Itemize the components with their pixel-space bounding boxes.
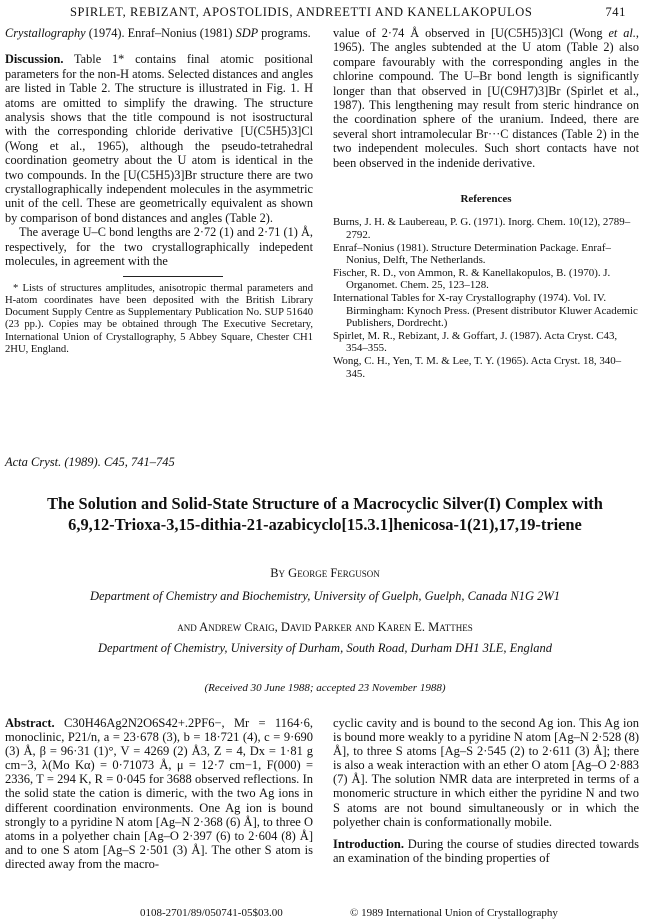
byline-first-author: By George Ferguson: [270, 566, 380, 580]
reference-item: Burns, J. H. & Laubereau, P. G. (1971). Inorg. Chem. 10(12), 2789–2792.: [333, 216, 631, 242]
continued-paragraph: value of 2·74 Å observed in [U(C5H5)3]Cl (Wong et al., 1965). The angles subtended at the U atom (Table 2) also compare favourably with the corresponding angles in the chlorine compound. The U–Br bond length is significantly longer than that observed in [U(C9H7)3]Br (Spirlet et al., 1987). This lengthening may result from steric hindrance on the coordination sphere of the uranium. Indeed, there are several short intramolecular Br···C distances (Table 2) in the two independent molecules. Such short contacts have not been observed in the indenide derivative.: [333, 26, 639, 170]
abstract-heading: Abstract.: [5, 716, 55, 730]
running-head-authors: SPIRLET, REBIZANT, APOSTOLIDIS, ANDREETTI AND KANELLAKOPULOS: [70, 5, 533, 19]
title-line-2: 6,9,12-Trioxa-3,15-dithia-21-azabicyclo[15.3.1]henicosa-1(21),17,19-triene: [68, 515, 582, 534]
reference-item: Spirlet, M. R., Rebizant, J. & Goffart, J. (1987). Acta Cryst. C43, 354–355.: [333, 329, 618, 355]
discussion-paragraph: Discussion. Table 1* contains final atomic positional parameters for the non-H atoms. Selected distances and angles are listed in Table 2. The structure is illustrated in Fig. 1. H atoms are omitted to simplify the drawing. The structure analysis shows that the title compound is not isostructural with the corresponding chloride derivative [U(C5H5)3]Cl (Wong et al., 1965), although the pseudo-tetrahedral coordination geometry about the U atom is identical in the two compounds. In the [U(C5H5)3]Br structure there are two crystallographically independent molecules in the asymmetric unit of the cell. These are geometrically equivalent as shown by comparison of bond distances and angles (Table 2).: [5, 52, 313, 225]
references-heading: References: [460, 193, 512, 206]
article-title: [8, 493, 642, 535]
introduction-heading: Introduction.: [333, 836, 404, 851]
left-column: [5, 26, 313, 356]
footnote: * Lists of structures amplitudes, anisotropic thermal parameters and H-atom coordinates have been deposited with the British Library Document Supply Centre as Supplementary Publication No. SUP 51640 (23 pp.). Copies may be obtained through The Executive Secretary, International Union of Crystallography, 5 Abbey Square, Chester CH1 2HU, England.: [5, 282, 313, 355]
abstract-right: [333, 716, 639, 865]
affiliation-durham: Department of Chemistry, University of Durham, South Road, Durham DH1 3LE, England: [97, 641, 553, 655]
abstract-text: C30H46Ag2N2O6S42+.2PF6−, Mr = 1164·6, monoclinic, P21/n, a = 23·678 (3), b = 18·721 (4), c = 9·690 (3) Å, β = 96·31 (1)°, V = 4269 (2) Å3, Z = 4, Dx = 1·81 g cm−3, λ(Mo Kα) = 0·71073 Å, μ = 12·7 cm−1, F(000) = 2336, T = 294 K, R = 0·045 for 3688 observed reflections. In the solid state the cation is dimeric, with the two Ag ions in different coordination environments. One Ag ion is bound strongly to a pyridine N atom [Ag–N 2·368 (6) Å], to three O atoms in a polyether chain [Ag–O 2·397 (6) to 2·604 (8) Å] and to one S atom [Ag–S 2·501 (3) Å]. The other S atom is directed away from the macro-: [5, 716, 313, 871]
reference-list: [333, 216, 639, 380]
page-number: 741: [605, 5, 626, 19]
discussion-heading: Discussion.: [5, 52, 64, 67]
reference-item: Enraf–Nonius (1981). Structure Determination Package. Enraf–Nonius, Delft, The Netherlands.: [333, 241, 611, 267]
footer-copyright: © 1989 International Union of Crystallography: [350, 907, 558, 919]
title-line-1: The Solution and Solid-State Structure of a Macrocyclic Silver(I) Complex with: [47, 494, 603, 513]
reference-item: International Tables for X-ray Crystallography (1974). Vol. IV. Birmingham: Kynoch Press. (Present distributor Kluwer Academic Publishers, Dordrecht.): [333, 292, 638, 330]
right-column: [333, 26, 639, 380]
footnote-rule: [123, 276, 223, 277]
bond-length-paragraph: The average U–C bond lengths are 2·72 (1) and 2·71 (1) Å, respectively, for the two crystallographically indepedent molecules, in agreement with the: [5, 225, 313, 269]
abstract-left: [5, 716, 313, 871]
reference-item: Fischer, R. D., von Ammon, R. & Kanellakopulos, B. (1970). J. Organomet. Chem. 25, 123–128.: [333, 266, 611, 292]
footer-code: 0108-2701/89/050741-05$03.00: [140, 907, 283, 919]
byline-coauthors: and Andrew Craig, David Parker and Karen E. Matthes: [177, 620, 473, 634]
affiliation-guelph: Department of Chemistry and Biochemistry, University of Guelph, Guelph, Canada N1G 2W1: [89, 589, 561, 603]
received-dates: (Received 30 June 1988; accepted 23 November 1988): [204, 682, 446, 694]
continuation-paragraph: Crystallography (1974). Enraf–Nonius (1981) SDP programs.: [5, 26, 311, 40]
abstract-continued: cyclic cavity and is bound to the second Ag ion. This Ag ion is bound more weakly to a pyridine N atom [Ag–N 2·528 (8) Å], to three S atoms [Ag–S 2·545 (2) to 2·611 (3) Å]; there is also a weak interaction with an ether O atom [Ag–O 2·883 (7) Å]. The solution NMR data are interpreted in terms of a monomeric structure in which either the pyridine N and two S atoms are not bound simultaneously or in which the polyether chain is conformationally mobile.: [333, 716, 639, 829]
reference-item: Wong, C. H., Yen, T. M. & Lee, T. Y. (1965). Acta Cryst. 18, 340–345.: [333, 355, 622, 380]
journal-citation: Acta Cryst. (1989). C45, 741–745: [5, 455, 175, 469]
introduction-paragraph: Introduction. During the course of studies directed towards an examination of the binding properties of: [333, 836, 639, 865]
